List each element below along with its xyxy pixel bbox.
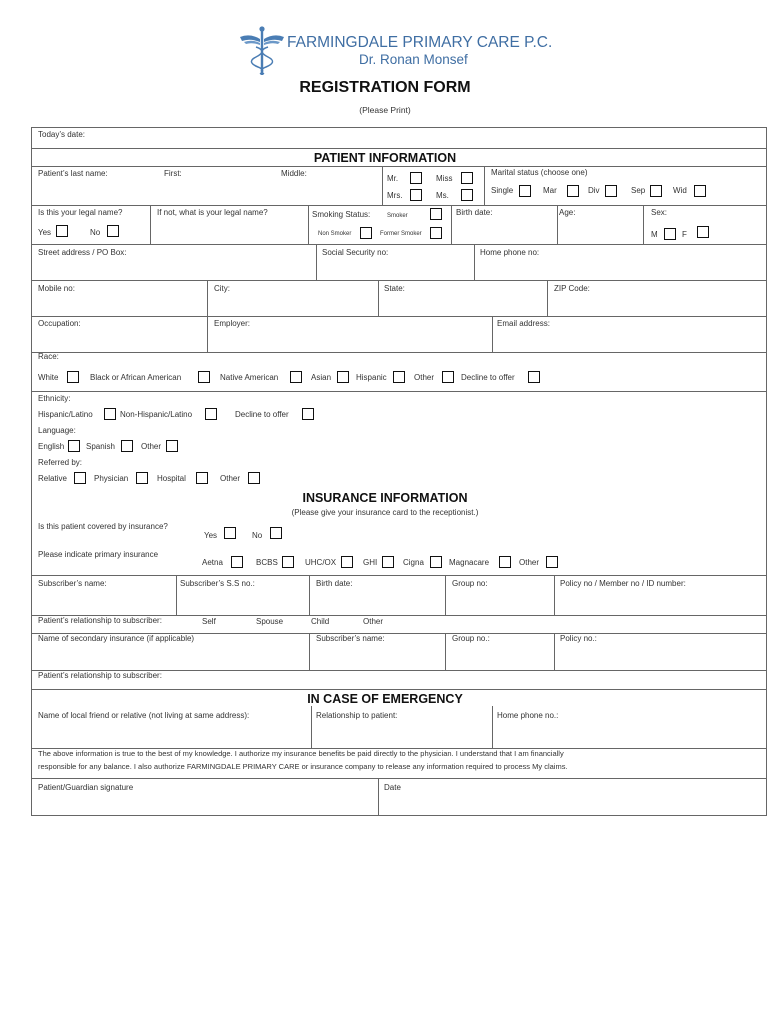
language-spanish-label: Spanish — [86, 442, 115, 451]
former-smoker-label: Former Smoker — [380, 231, 422, 237]
legal-name-question: Is this your legal name? — [38, 208, 123, 217]
covered-no-checkbox[interactable] — [270, 527, 282, 539]
married-checkbox[interactable] — [567, 185, 579, 197]
consent-line-2: responsible for any balance. I also authorize FARMINGDALE PRIMARY CARE or insurance company to release any information required to process My claims. — [38, 762, 568, 771]
secondary-policy-label: Policy no.: — [560, 634, 597, 643]
relationship-other[interactable]: Other — [363, 617, 384, 626]
mr-checkbox[interactable] — [410, 172, 422, 184]
ghi-checkbox[interactable] — [382, 556, 394, 568]
insurance-other-checkbox[interactable] — [546, 556, 558, 568]
subscriber-ssn-label: Subscriber’s S.S no.: — [180, 579, 255, 588]
mrs-checkbox[interactable] — [410, 189, 422, 201]
race-label: Race: — [38, 352, 59, 361]
smoking-status-label: Smoking Status: — [312, 210, 371, 219]
race-white-label: White — [38, 373, 59, 382]
race-other-checkbox[interactable] — [442, 371, 454, 383]
miss-label: Miss — [436, 174, 453, 183]
street-address-label: Street address / PO Box: — [38, 248, 127, 257]
language-english-label: English — [38, 442, 65, 451]
ethnicity-hispanic-label: Hispanic/Latino — [38, 410, 93, 419]
single-label: Single — [491, 186, 514, 195]
relationship-self[interactable]: Self — [202, 617, 216, 626]
zip-label: ZIP Code: — [554, 284, 590, 293]
consent-line-1: The above information is true to the best of my knowledge. I authorize my insurance benefits be paid directly to the physician. I understand that I am financially — [38, 749, 564, 758]
divorced-checkbox[interactable] — [605, 185, 617, 197]
smoker-label: Smoker — [387, 213, 408, 219]
ethnicity-hispanic-checkbox[interactable] — [104, 408, 116, 420]
referred-physician-label: Physician — [94, 474, 129, 483]
occupation-label: Occupation: — [38, 319, 81, 328]
policy-no-label: Policy no / Member no / ID number: — [560, 579, 686, 588]
magnacare-checkbox[interactable] — [499, 556, 511, 568]
home-phone-label: Home phone no: — [480, 248, 540, 257]
race-native-checkbox[interactable] — [290, 371, 302, 383]
ms-label: Ms. — [436, 191, 449, 200]
form-subtitle: (Please Print) — [359, 105, 411, 115]
separated-label: Sep — [631, 186, 646, 195]
secondary-insurance-label: Name of secondary insurance (if applicable) — [38, 634, 195, 643]
referred-relative-label: Relative — [38, 474, 67, 483]
sex-m-label: M — [651, 230, 658, 239]
first-name-label: First: — [164, 169, 182, 178]
subscriber-name-label: Subscriber’s name: — [38, 579, 107, 588]
legal-yes-label: Yes — [38, 228, 52, 237]
referred-relative-checkbox[interactable] — [74, 472, 86, 484]
covered-yes-label: Yes — [204, 531, 218, 540]
legal-name-alt-label: If not, what is your legal name? — [157, 208, 268, 217]
ms-checkbox[interactable] — [461, 189, 473, 201]
insurance-other-label: Other — [519, 558, 540, 567]
relationship-child[interactable]: Child — [311, 617, 330, 626]
caduceus-icon — [238, 25, 286, 77]
mr-label: Mr. — [387, 174, 399, 183]
covered-no-label: No — [252, 531, 263, 540]
language-label: Language: — [38, 426, 76, 435]
subscriber-birth-date-label: Birth date: — [316, 579, 353, 588]
widowed-label: Wid — [673, 186, 687, 195]
secondary-subscriber-label: Subscriber’s name: — [316, 634, 385, 643]
cigna-label: Cigna — [403, 558, 424, 567]
ethnicity-non-hispanic-label: Non-Hispanic/Latino — [120, 410, 193, 419]
referred-other-checkbox[interactable] — [248, 472, 260, 484]
language-other-checkbox[interactable] — [166, 440, 178, 452]
secondary-group-label: Group no.: — [452, 634, 490, 643]
race-asian-checkbox[interactable] — [337, 371, 349, 383]
sex-f-label: F — [682, 230, 687, 239]
ghi-label: GHI — [363, 558, 378, 567]
insurance-info-heading: INSURANCE INFORMATION — [302, 491, 468, 505]
race-black-label: Black or African American — [90, 373, 182, 382]
email-label: Email address: — [497, 319, 550, 328]
race-asian-label: Asian — [311, 373, 332, 382]
language-english-checkbox[interactable] — [68, 440, 80, 452]
race-hispanic-label: Hispanic — [356, 373, 387, 382]
race-white-checkbox[interactable] — [67, 371, 79, 383]
signature-date-label: Date — [384, 783, 401, 792]
mobile-label: Mobile no: — [38, 284, 75, 293]
todays-date-label: Today’s date: — [38, 130, 85, 139]
legal-no-label: No — [90, 228, 101, 237]
birth-date-label: Birth date: — [456, 208, 493, 217]
sex-m-checkbox[interactable] — [664, 228, 676, 240]
race-other-label: Other — [414, 373, 435, 382]
smoker-checkbox[interactable] — [430, 208, 442, 220]
form-title: REGISTRATION FORM — [299, 79, 471, 96]
sex-label: Sex: — [651, 208, 668, 217]
covered-yes-checkbox[interactable] — [224, 527, 236, 539]
primary-insurance-question: Please indicate primary insurance — [38, 550, 159, 559]
group-no-label: Group no: — [452, 579, 488, 588]
signature-label: Patient/Guardian signature — [38, 783, 134, 792]
referred-hospital-checkbox[interactable] — [196, 472, 208, 484]
sex-f-checkbox[interactable] — [697, 226, 709, 238]
uhc-label: UHC/OX — [305, 558, 337, 567]
race-decline-checkbox[interactable] — [528, 371, 540, 383]
emergency-phone-label: Home phone no.: — [497, 711, 559, 720]
former-smoker-checkbox[interactable] — [430, 227, 442, 239]
ethnicity-decline-checkbox[interactable] — [302, 408, 314, 420]
state-label: State: — [384, 284, 405, 293]
marital-status-label: Marital status (choose one) — [491, 168, 588, 177]
ethnicity-non-hispanic-checkbox[interactable] — [205, 408, 217, 420]
miss-checkbox[interactable] — [461, 172, 473, 184]
covered-question: Is this patient covered by insurance? — [38, 522, 168, 531]
race-hispanic-checkbox[interactable] — [393, 371, 405, 383]
city-label: City: — [214, 284, 230, 293]
relationship-label-2: Patient’s relationship to subscriber: — [38, 671, 162, 680]
age-label: Age: — [559, 208, 576, 217]
last-name-label: Patient’s last name: — [38, 169, 108, 178]
referred-other-label: Other — [220, 474, 241, 483]
legal-yes-checkbox[interactable] — [56, 225, 68, 237]
employer-label: Employer: — [214, 319, 251, 328]
widowed-checkbox[interactable] — [694, 185, 706, 197]
cigna-checkbox[interactable] — [430, 556, 442, 568]
referred-hospital-label: Hospital — [157, 474, 186, 483]
married-label: Mar — [543, 186, 557, 195]
magnacare-label: Magnacare — [449, 558, 490, 567]
race-black-checkbox[interactable] — [198, 371, 210, 383]
relationship-label: Patient’s relationship to subscriber: — [38, 616, 162, 625]
relationship-spouse[interactable]: Spouse — [256, 617, 284, 626]
emergency-heading: IN CASE OF EMERGENCY — [307, 692, 463, 706]
doctor-name: Dr. Ronan Monsef — [359, 52, 468, 67]
aetna-checkbox[interactable] — [231, 556, 243, 568]
separated-checkbox[interactable] — [650, 185, 662, 197]
ethnicity-label: Ethnicity: — [38, 394, 71, 403]
non-smoker-checkbox[interactable] — [360, 227, 372, 239]
ethnicity-decline-label: Decline to offer — [235, 410, 289, 419]
emergency-contact-label: Name of local friend or relative (not living at same address): — [38, 711, 250, 720]
mrs-label: Mrs. — [387, 191, 403, 200]
referred-by-label: Referred by: — [38, 458, 83, 467]
non-smoker-label: Non Smoker — [318, 231, 352, 237]
language-other-label: Other — [141, 442, 162, 451]
race-native-label: Native American — [220, 373, 279, 382]
language-spanish-checkbox[interactable] — [121, 440, 133, 452]
uhc-checkbox[interactable] — [341, 556, 353, 568]
clinic-name: FARMINGDALE PRIMARY CARE P.C. — [287, 34, 553, 51]
bcbs-checkbox[interactable] — [282, 556, 294, 568]
ssn-label: Social Security no: — [322, 248, 389, 257]
emergency-relationship-label: Relationship to patient: — [316, 711, 398, 720]
aetna-label: Aetna — [202, 558, 223, 567]
divorced-label: Div — [588, 186, 600, 195]
legal-no-checkbox[interactable] — [107, 225, 119, 237]
insurance-note: (Please give your insurance card to the receptionist.) — [291, 508, 479, 517]
bcbs-label: BCBS — [256, 558, 278, 567]
middle-name-label: Middle: — [281, 169, 307, 178]
single-checkbox[interactable] — [519, 185, 531, 197]
patient-info-heading: PATIENT INFORMATION — [313, 151, 457, 165]
race-decline-label: Decline to offer — [461, 373, 515, 382]
referred-physician-checkbox[interactable] — [136, 472, 148, 484]
